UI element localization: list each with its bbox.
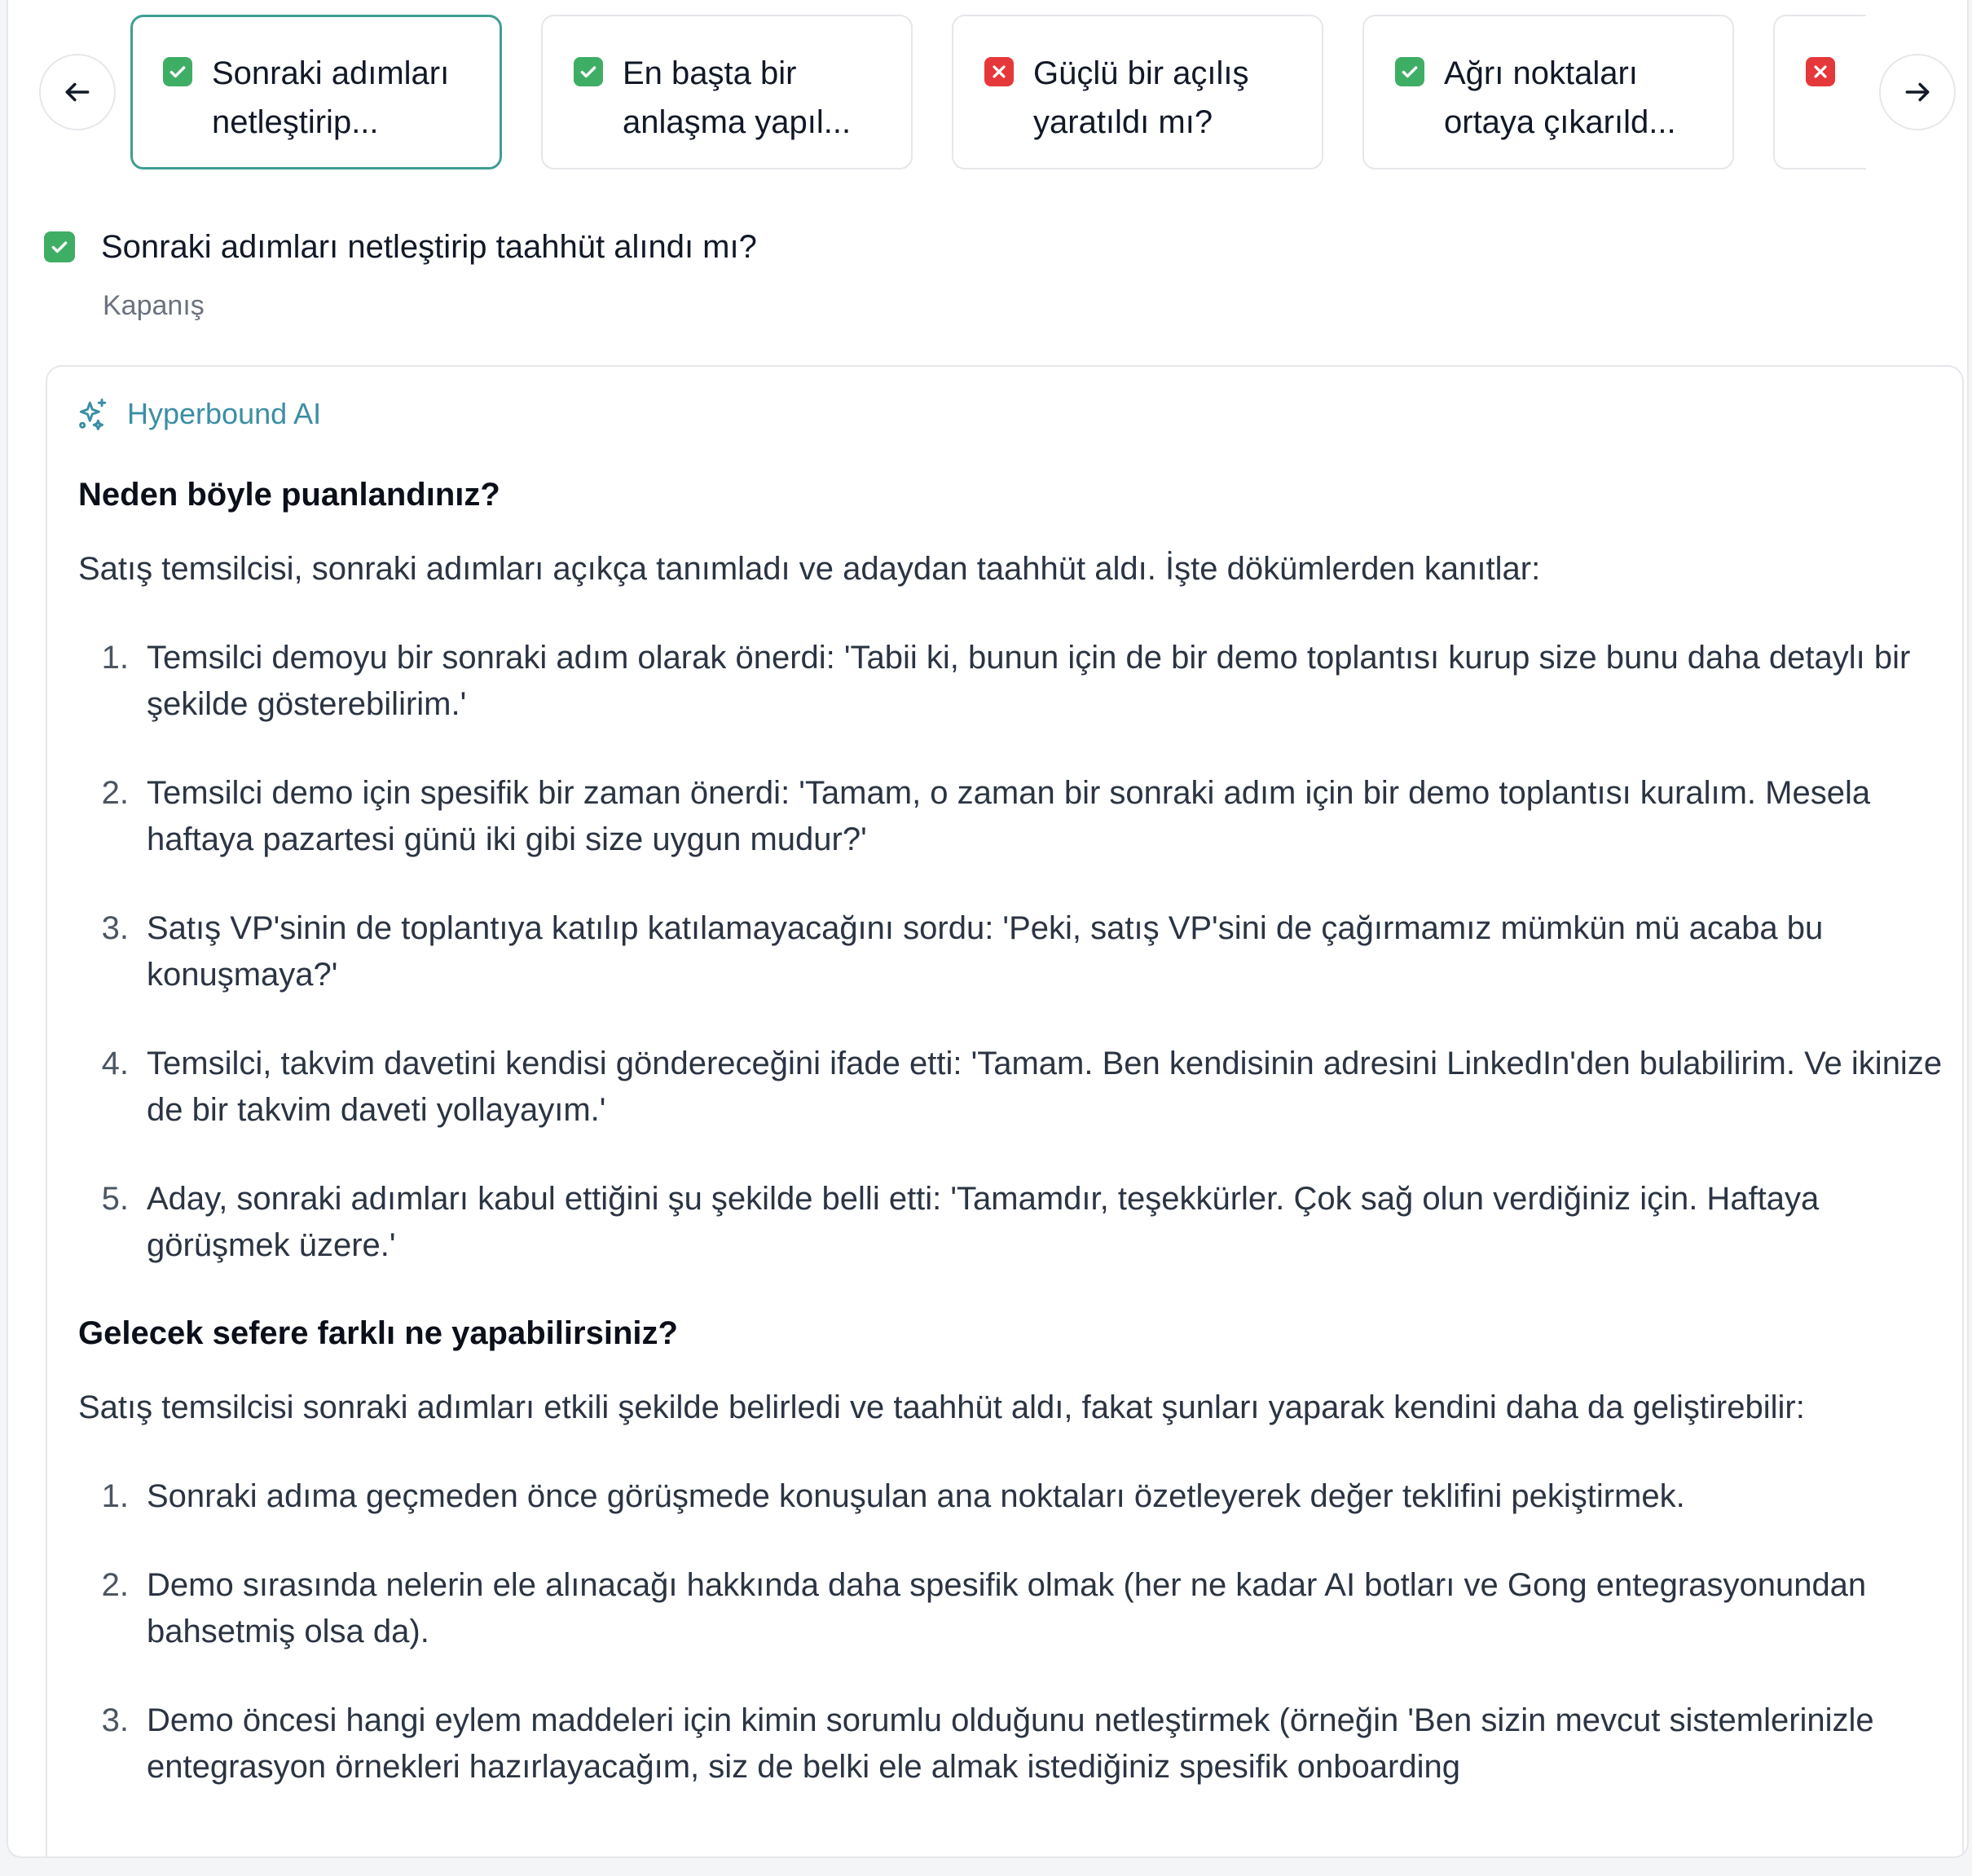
ai-feedback-content [78,473,1944,1833]
check-icon [1399,61,1420,82]
list-item [78,1562,1944,1655]
criterion-card-partial[interactable] [1773,15,1866,170]
improve-intro: Satış temsilcisi sonraki adımları etkili şekilde belirledi ve taahhüt aldı, fakat şunları yaparak kendini daha da geliştirebilir: [78,1389,1805,1425]
list-text: Sonraki adıma geçmeden önce görüşmede konuşulan ana noktaları özetleyerek değer teklifini pekiştirmek. [147,1478,1685,1514]
criteria-carousel [130,15,1866,174]
pass-status-badge [574,57,603,86]
selected-criterion-category: Kapanış [103,290,205,321]
criteria-track [130,15,1866,170]
check-icon [167,61,188,82]
criterion-card-label [623,49,911,147]
fail-status-badge [1806,57,1835,86]
criterion-card-label-line2: ortaya çıkarıld... [1444,104,1676,140]
criterion-card-label [212,49,500,147]
criterion-card-label-line1: En başta bir [623,55,797,91]
improve-points-list [78,1473,1944,1790]
criterion-card-label [1444,49,1732,147]
list-text: Satış VP'sinin de toplantıya katılıp katılamayacağını sordu: 'Peki, satış VP'sini de çağırmamız mümkün mü acaba bu konuşmaya?' [147,910,1824,993]
criterion-card-label-line1: Sonraki adımları [212,55,450,91]
arrow-left-icon [62,77,93,108]
list-item [78,1473,1944,1520]
list-text: Temsilci, takvim davetini kendisi göndereceğini ifade etti: 'Tamam. Ben kendisinin adresini LinkedIn'den bulabilirim. Ve ikinize de bir takvim daveti yollayayım.' [147,1046,1943,1128]
why-intro: Satış temsilcisi, sonraki adımları açıkça tanımladı ve adaydan taahhüt aldı. İşte dökümlerden kanıtlar: [78,551,1541,587]
arrow-right-icon [1902,77,1933,108]
criterion-card-next-steps[interactable] [130,15,502,170]
list-number: 5. [101,1181,129,1217]
criterion-card-pain-points[interactable] [1362,15,1734,170]
list-text: Temsilci demo için spesifik bir zaman önerdi: 'Tamam, o zaman bir sonraki adım için bir demo toplantısı kuralım. Mesela haftaya pazartesi günü iki gibi size uygun mudur?' [147,775,1871,857]
criterion-card-label-line1: Ağrı noktaları [1444,55,1638,91]
pass-status-badge [1395,57,1424,86]
selected-criterion-title: Sonraki adımları netleştirip taahhüt alındı mı? [101,229,757,265]
why-section-title: Neden böyle puanlandınız? [78,477,500,513]
x-icon [1810,61,1831,82]
selected-criterion-header [44,225,757,269]
why-points-list [78,635,1944,1269]
list-text: Demo öncesi hangi eylem maddeleri için kimin sorumlu olduğunu netleştirmek (örneğin 'Ben sizin mevcut sistemlerinizle entegrasyon örnekleri hazırlayacağım, siz de belki ele almak istediğiniz spesifik onboarding [147,1702,1874,1785]
check-icon [578,61,599,82]
list-item [78,635,1944,728]
pass-status-badge [44,231,75,262]
pass-status-badge [163,57,192,86]
ai-feedback-header [75,396,321,432]
list-number: 2. [101,1567,129,1603]
list-text: Demo sırasında nelerin ele alınacağı hakkında daha spesifik olmak (her ne kadar AI botları ve Gong entegrasyonundan bahsetmiş olsa da). [147,1567,1867,1649]
sparkles-icon [75,396,111,432]
list-item [78,770,1944,863]
check-icon [49,236,70,258]
list-number: 4. [101,1046,129,1081]
list-item [78,905,1944,998]
criterion-card-strong-opening[interactable] [952,15,1323,170]
criterion-card-upfront-agreement[interactable] [541,15,913,170]
fail-status-badge [984,57,1014,86]
list-item [78,1698,1944,1790]
criterion-card-label-line2: anlaşma yapıl... [623,104,852,140]
ai-source-label: Hyperbound AI [127,397,322,430]
list-number: 1. [101,640,129,676]
list-number: 3. [101,910,129,946]
next-criterion-button[interactable] [1879,54,1956,130]
x-icon [988,61,1010,82]
list-text: Aday, sonraki adımları kabul ettiğini şu şekilde belli etti: 'Tamamdır, teşekkürler. Çok sağ olun verdiğiniz için. Haftaya görüşmek üzere.' [147,1181,1820,1263]
list-number: 3. [101,1702,129,1738]
list-item [78,1041,1944,1134]
list-text: Temsilci demoyu bir sonraki adım olarak önerdi: 'Tabii ki, bunun için de bir demo toplantısı kurup size bunu daha detaylı bir şekilde gösterebilirim.' [147,640,1911,722]
ai-feedback-card [46,365,1964,1858]
criteria-panel [7,0,1969,1858]
criterion-card-label-line2: yaratıldı mı? [1033,104,1213,140]
criterion-card-label-line1: Güçlü bir açılış [1033,55,1249,91]
criterion-card-label-line2: netleştirip... [212,104,379,140]
list-item [78,1176,1944,1269]
criterion-card-label [1033,49,1322,147]
list-number: 1. [101,1478,129,1514]
list-number: 2. [101,775,129,811]
improve-section-title: Gelecek sefere farklı ne yapabilirsiniz? [78,1315,678,1351]
prev-criterion-button[interactable] [39,54,116,130]
